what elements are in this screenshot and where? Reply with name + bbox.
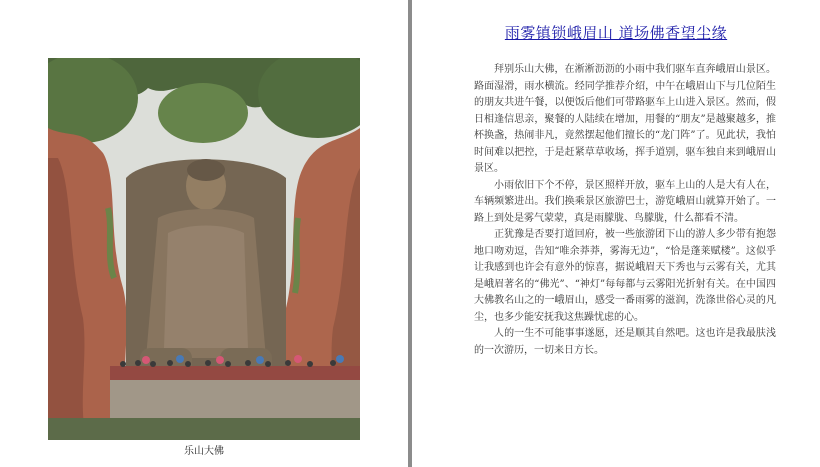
photo-caption: 乐山大佛: [184, 446, 224, 457]
buddha-illustration: [48, 58, 360, 440]
left-page: [0, 0, 408, 467]
article-paragraph: 人的一生不可能事事遂愿，还是顺其自然吧。这也许是我最肤浅的一次游历，一切来日方长。: [474, 328, 776, 356]
article-paragraph: 正犹豫是否要打道回府，被一些旅游团下山的游人多少带有抱怨地口吻劝逗，告知“唯余莽莽，雾海无边”，“恰是蓬莱赋楼”。这似乎让我感到也许会有意外的惊喜，据说峨眉天下秀也与云雾有关，尤其是峨眉著名的“佛光”、“神灯”每每都与云雾阳光折射有关。在中国四大佛教名山之的一峨眉山，感受一番雨雾的滋润，洗涤世俗心灵的凡尘，也多少能安抚我这焦躁忧虑的心。: [474, 229, 776, 323]
leshan-buddha-photo: [48, 58, 360, 440]
article-body: [474, 62, 776, 359]
article-paragraph: 拜别乐山大佛，在淅淅沥沥的小雨中我们驱车直奔峨眉山景区。路面湿滑，雨水横流。经同学推荐介绍，中午在峨眉山下与几位陌生的朋友共进午餐，以便饭后他们可带路驱车上山进入景区。然而，假日相逢信思亲，聚餐的人陆续在增加，用餐的“朋友”是越聚越多，推杯换盏，热闹非凡，竟然摆起他们擅长的“龙门阵”了。见此状，我怕时间难以把控，于是赶紧草草收场，挥手道别，驱车独自来到峨眉山景区。: [474, 64, 776, 174]
article-paragraph: 小雨依旧下个不停，景区照样开放，驱车上山的人是大有人在，车辆频繁进出。我们换乘景区旅游巴士，游览峨眉山就算开始了。一路上到处是雾气蒙蒙，真是雨朦胧、鸟朦胧，什么都看不清。: [474, 179, 776, 224]
right-page: [412, 0, 820, 467]
article-title: 雨雾镇锁峨眉山 道场佛香望尘缘: [504, 24, 728, 42]
